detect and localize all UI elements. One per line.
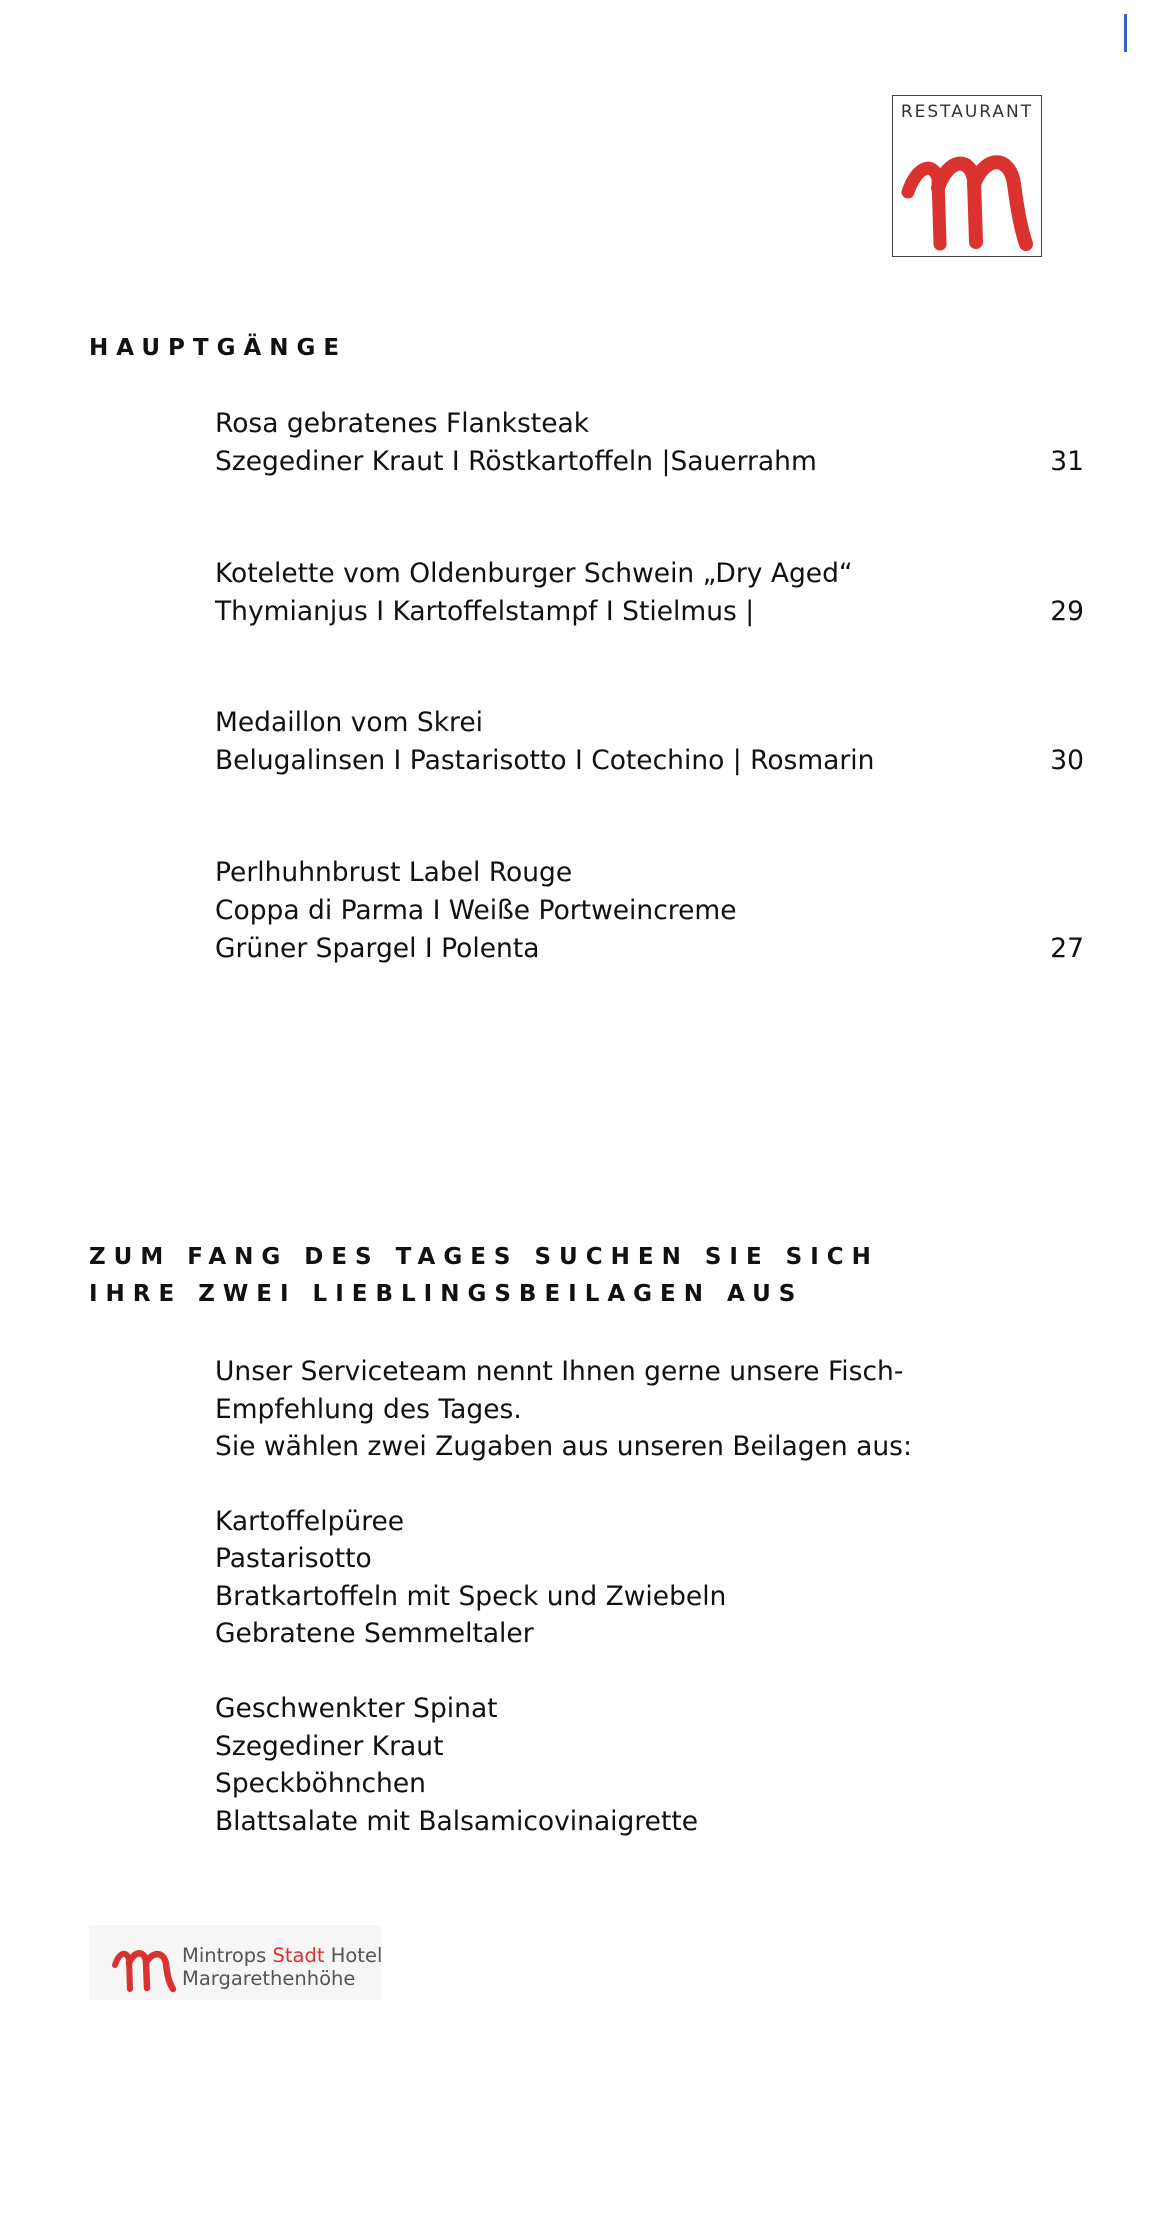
dish-price: 30 — [1050, 745, 1084, 776]
dish-price: 27 — [1050, 933, 1084, 964]
side-item: Gebratene Semmeltaler — [215, 1618, 534, 1649]
side-item: Kartoffelpüree — [215, 1506, 405, 1537]
section-heading-catch-line2: IHRE ZWEI LIEBLINGSBEILAGEN AUS — [89, 1281, 804, 1307]
hotel-name-part: Hotel — [324, 1944, 383, 1967]
section-heading-main-courses: HAUPTGÄNGE — [89, 335, 348, 361]
intro-text: Empfehlung des Tages. — [215, 1394, 522, 1425]
dish-price: 31 — [1050, 446, 1084, 477]
intro-text: Unser Serviceteam nennt Ihnen gerne unsere Fisch- — [215, 1356, 904, 1387]
dish-description: Grüner Spargel I Polenta — [215, 933, 540, 964]
hotel-location: Margarethenhöhe — [182, 1967, 356, 1990]
side-item: Pastarisotto — [215, 1543, 372, 1574]
hotel-m-logo-icon — [111, 1943, 177, 1993]
dish-price: 29 — [1050, 596, 1084, 627]
section-heading-catch-line1: ZUM FANG DES TAGES SUCHEN SIE SICH — [89, 1244, 879, 1270]
hotel-name-part: Mintrops — [182, 1944, 273, 1967]
dish-title: Medaillon vom Skrei — [215, 707, 484, 738]
dish-description: Szegediner Kraut I Röstkartoffeln |Sauerrahm — [215, 446, 817, 477]
dish-title: Perlhuhnbrust Label Rouge — [215, 857, 573, 888]
dish-title: Kotelette vom Oldenburger Schwein „Dry Aged“ — [215, 558, 853, 589]
hotel-name-accent: Stadt — [272, 1944, 325, 1967]
side-item: Szegediner Kraut — [215, 1731, 444, 1762]
side-item: Blattsalate mit Balsamicovinaigrette — [215, 1806, 699, 1837]
hotel-name — [182, 1944, 382, 1967]
text-cursor-marker — [1124, 14, 1127, 52]
logo-wordmark: RESTAURANT — [900, 102, 1034, 122]
side-item: Geschwenkter Spinat — [215, 1693, 498, 1724]
side-item: Bratkartoffeln mit Speck und Zwiebeln — [215, 1581, 727, 1612]
restaurant-logo — [892, 95, 1042, 257]
dish-title: Rosa gebratenes Flanksteak — [215, 408, 590, 439]
hotel-logo — [89, 1925, 381, 2000]
m-logo-icon — [898, 134, 1036, 252]
dish-description: Belugalinsen I Pastarisotto I Cotechino | Rosmarin — [215, 745, 875, 776]
side-item: Speckböhnchen — [215, 1768, 426, 1799]
dish-description: Thymianjus I Kartoffelstampf I Stielmus | — [215, 596, 755, 627]
dish-description: Coppa di Parma I Weiße Portweincreme — [215, 895, 737, 926]
intro-text: Sie wählen zwei Zugaben aus unseren Beilagen aus: — [215, 1431, 912, 1462]
